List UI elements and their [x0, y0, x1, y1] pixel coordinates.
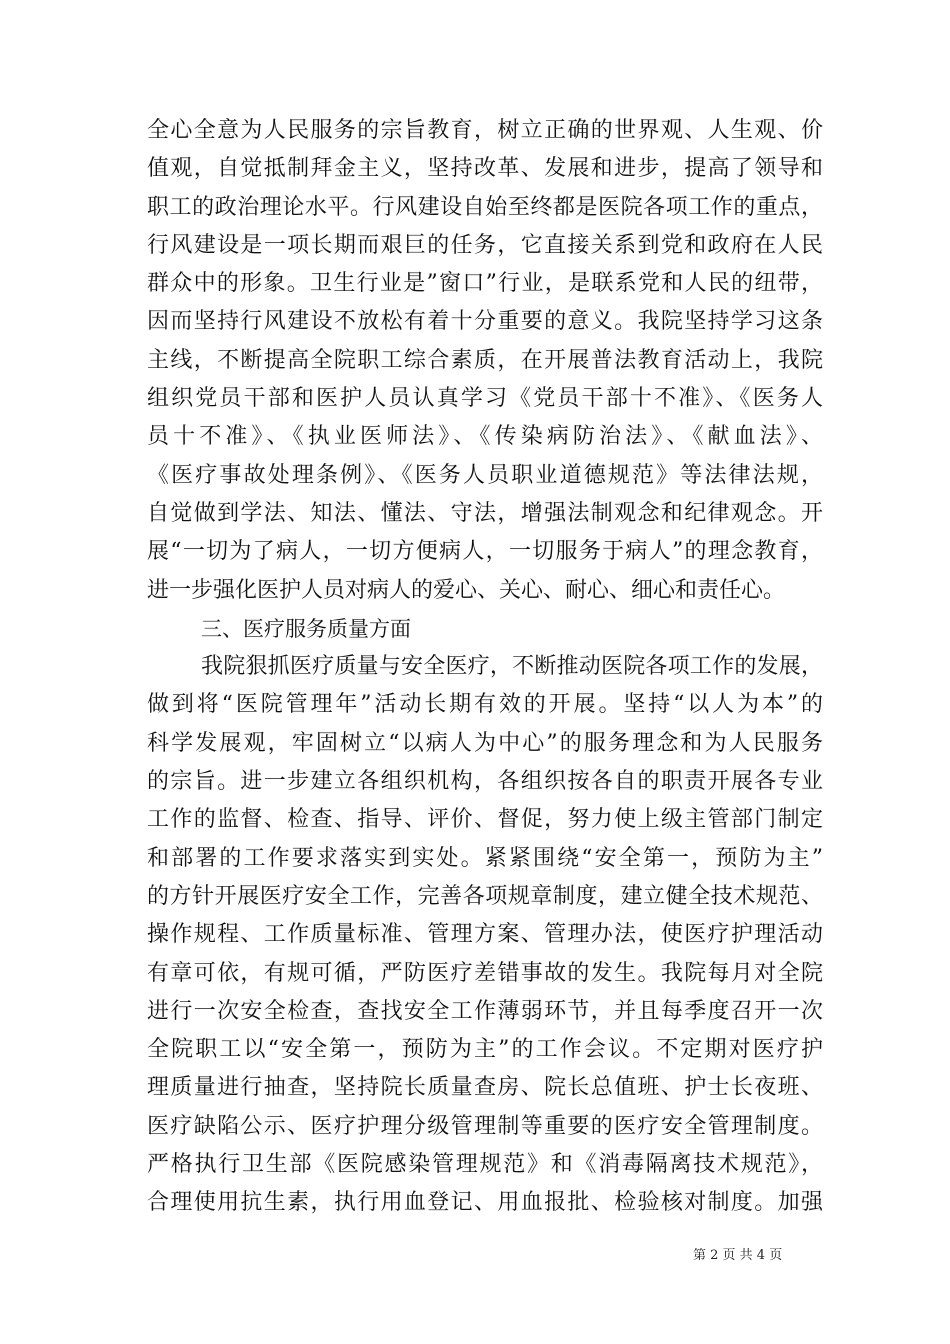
paragraph-line: 展“一切为了病人，一切方便病人，一切服务于病人”的理念教育，: [147, 539, 823, 565]
paragraph-line: 员十不准》、《执业医师法》、《传染病防治法》、《献血法》、: [147, 424, 823, 450]
paragraph-line: 全心全意为人民服务的宗旨教育，树立正确的世界观、人生观、价: [147, 118, 823, 143]
section-paragraph-line: 的宗旨。进一步建立各组织机构，各组织按各自的职责开展各专业: [147, 769, 823, 795]
paragraph-line: 组织党员干部和医护人员认真学习《党员干部十不准》、《医务人: [147, 386, 823, 412]
section-paragraph-line: 工作的监督、检查、指导、评价、督促，努力使上级主管部门制定: [147, 807, 823, 833]
section-paragraph-line: 操作规程、工作质量标准、管理方案、管理办法，使医疗护理活动: [147, 922, 823, 948]
section-paragraph-line: 合理使用抗生素，执行用血登记、用血报批、检验核对制度。加强: [147, 1190, 823, 1216]
paragraph-line: 主线，不断提高全院职工综合素质，在开展普法教育活动上，我院: [147, 347, 823, 373]
section-paragraph-line: 做到将“医院管理年”活动长期有效的开展。坚持“以人为本”的: [147, 692, 823, 718]
section-paragraph-line: 全院职工以“安全第一，预防为主”的工作会议。不定期对医疗护: [147, 1037, 823, 1063]
section-paragraph-line: 理质量进行抽查，坚持院长质量查房、院长总值班、护士长夜班、: [147, 1075, 823, 1101]
section-paragraph-line: 进行一次安全检查，查找安全工作薄弱环节，并且每季度召开一次: [147, 998, 823, 1024]
section-heading: 三、医疗服务质量方面: [201, 616, 411, 641]
section-paragraph-line: 科学发展观，牢固树立“以病人为中心”的服务理念和为人民服务: [147, 730, 823, 756]
section-paragraph-line: 医疗缺陷公示、医疗护理分级管理制等重要的医疗安全管理制度。: [147, 1113, 823, 1139]
paragraph-line: 自觉做到学法、知法、懂法、守法，增强法制观念和纪律观念。开: [147, 500, 823, 526]
paragraph-line: 职工的政治理论水平。行风建设自始至终都是医院各项工作的重点，: [147, 194, 823, 220]
section-paragraph-line: 有章可依，有规可循，严防医疗差错事故的发生。我院每月对全院: [147, 960, 823, 986]
page-number-footer: 第 2 页 共 4 页: [693, 1248, 783, 1263]
section-paragraph-line: 严格执行卫生部《医院感染管理规范》和《消毒隔离技术规范》，: [147, 1152, 823, 1178]
section-paragraph-line: 我院狠抓医疗质量与安全医疗，不断推动医院各项工作的发展，: [201, 654, 823, 680]
paragraph-line: 群众中的形象。卫生行业是”窗口”行业，是联系党和人民的纽带，: [147, 271, 823, 297]
section-paragraph-line: 和部署的工作要求落实到实处。紧紧围绕“安全第一，预防为主”: [147, 845, 823, 871]
body-text: [147, 112, 823, 1223]
paragraph-line: 进一步强化医护人员对病人的爱心、关心、耐心、细心和责任心。: [147, 577, 786, 603]
section-paragraph-line: 的方针开展医疗安全工作，完善各项规章制度，建立健全技术规范、: [147, 883, 823, 909]
paragraph-line: 值观，自觉抵制拜金主义，坚持改革、发展和进步，提高了领导和: [147, 156, 823, 182]
paragraph-line: 《医疗事故处理条例》、《医务人员职业道德规范》等法律法规，: [147, 462, 823, 488]
paragraph-line: 行风建设是一项长期而艰巨的任务，它直接关系到党和政府在人民: [147, 232, 823, 258]
paragraph-line: 因而坚持行风建设不放松有着十分重要的意义。我院坚持学习这条: [147, 309, 823, 335]
